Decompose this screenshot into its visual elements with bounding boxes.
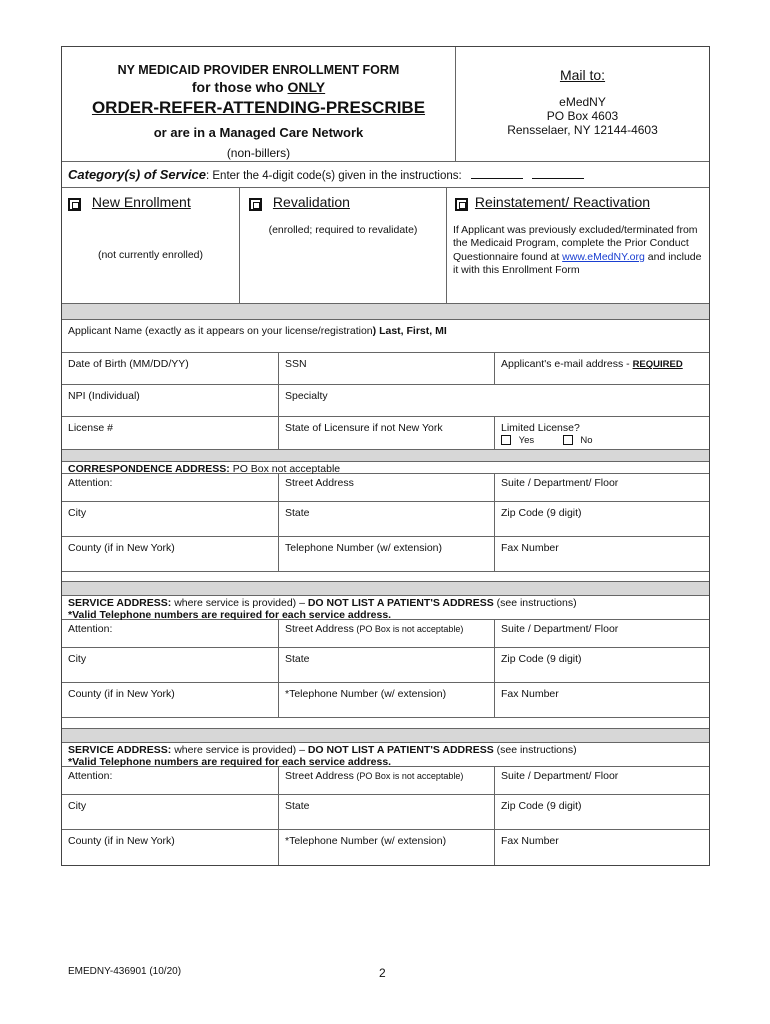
service-address-2-attention-row: [62, 743, 709, 795]
correspondence-city-field[interactable]: City: [68, 507, 87, 519]
category-code-field-1[interactable]: [471, 168, 523, 179]
service-1-street-field[interactable]: Street Address (PO Box is not acceptable): [278, 620, 494, 647]
service-1-county-row: [62, 683, 709, 718]
service-1-city-row: [62, 648, 709, 683]
revalidation-note: (enrolled; required to revalidate): [268, 223, 418, 236]
license-field[interactable]: License #: [68, 422, 113, 434]
service-2-city-field[interactable]: City: [68, 800, 87, 812]
service-2-state-field[interactable]: State: [278, 795, 494, 829]
service-address-1-attention-row: [62, 596, 709, 648]
form-subtitle: for those who ONLY: [191, 79, 326, 95]
ssn-field[interactable]: SSN: [278, 353, 494, 384]
correspondence-county-field[interactable]: County (if in New York): [68, 542, 175, 554]
email-field[interactable]: Applicant's e-mail address - REQUIRED: [494, 353, 709, 384]
service-1-county-field[interactable]: County (if in New York): [68, 688, 175, 700]
non-billers-line: (non-billers): [226, 146, 291, 160]
service-2-county-field[interactable]: County (if in New York): [68, 835, 175, 847]
mail-box: PO Box 4603: [546, 109, 619, 123]
npi-specialty-row: [62, 385, 709, 417]
managed-care-line: or are in a Managed Care Network: [153, 125, 364, 140]
correspondence-county-row: [62, 537, 709, 572]
service-1-attention-field[interactable]: Attention:: [68, 623, 113, 635]
page-number: 2: [379, 966, 386, 980]
service-2-city-row: [62, 795, 709, 830]
mail-name: eMedNY: [559, 95, 606, 109]
correspondence-street-field[interactable]: Street Address: [278, 474, 494, 501]
category-instructions: : Enter the 4-digit code(s) given in the instructions:: [206, 170, 462, 182]
enrollment-type-row: [62, 188, 709, 304]
correspondence-state-field[interactable]: State: [278, 502, 494, 536]
applicant-name-label: Applicant Name (exactly as it appears on your license/registration: [68, 325, 373, 337]
limited-license-label: Limited License?: [501, 422, 580, 434]
enrollment-form: [61, 46, 710, 866]
service-2-suite-field[interactable]: Suite / Department/ Floor: [494, 767, 709, 794]
applicant-name-row[interactable]: Applicant Name (exactly as it appears on your license/registration) Last, First, MI: [62, 320, 709, 353]
revalidation-label: Revalidation: [272, 194, 350, 210]
section-divider: [62, 304, 709, 320]
service-1-state-field[interactable]: State: [278, 648, 494, 682]
section-divider: [62, 450, 709, 462]
license-row: [62, 417, 709, 450]
dob-field[interactable]: Date of Birth (MM/DD/YY): [68, 358, 189, 370]
mail-to-title: Mail to:: [559, 67, 606, 83]
mail-city: Rensselaer, NY 12144-4603: [507, 123, 658, 137]
correspondence-fax-field[interactable]: Fax Number: [494, 537, 709, 571]
service-address-1-heading: SERVICE ADDRESS: where service is provided) – DO NOT LIST A PATIENT'S ADDRESS (see instructions) *Valid Telephone numbers are required for each service address.: [62, 596, 709, 620]
service-2-zip-field[interactable]: Zip Code (9 digit): [494, 795, 709, 829]
service-1-city-field[interactable]: City: [68, 653, 87, 665]
reinstatement-checkbox[interactable]: [455, 198, 468, 211]
correspondence-attention-field[interactable]: Attention:: [68, 477, 113, 489]
mail-to-block: [455, 47, 709, 161]
form-title: NY MEDICAID PROVIDER ENROLLMENT FORM: [117, 63, 400, 77]
service-1-fax-field[interactable]: Fax Number: [494, 683, 709, 717]
form-type-heading: ORDER-REFER-ATTENDING-PRESCRIBE: [91, 98, 426, 117]
service-1-phone-field[interactable]: *Telephone Number (w/ extension): [278, 683, 494, 717]
form-title-block: [62, 47, 455, 161]
service-2-phone-field[interactable]: *Telephone Number (w/ extension): [278, 830, 494, 865]
correspondence-phone-field[interactable]: Telephone Number (w/ extension): [278, 537, 494, 571]
correspondence-zip-field[interactable]: Zip Code (9 digit): [494, 502, 709, 536]
npi-field[interactable]: NPI (Individual): [68, 390, 140, 402]
service-2-street-field[interactable]: Street Address (PO Box is not acceptable): [278, 767, 494, 794]
revalidation-option: [239, 188, 446, 303]
category-of-service-row: [62, 162, 709, 188]
limited-no-checkbox[interactable]: [563, 435, 573, 445]
limited-license-field: Limited License? Yes No: [494, 417, 709, 449]
reinstatement-label: Reinstatement/ Reactivation: [474, 194, 651, 210]
service-1-suite-field[interactable]: Suite / Department/ Floor: [494, 620, 709, 647]
service-1-zip-field[interactable]: Zip Code (9 digit): [494, 648, 709, 682]
service-2-county-row: [62, 830, 709, 865]
correspondence-heading: CORRESPONDENCE ADDRESS: PO Box not acceptable: [62, 462, 709, 474]
section-spacer: [62, 572, 709, 582]
new-enrollment-checkbox[interactable]: [68, 198, 81, 211]
new-enrollment-note: (not currently enrolled): [97, 248, 204, 261]
emedny-link[interactable]: www.eMedNY.org: [562, 250, 645, 263]
dob-ssn-email-row: [62, 353, 709, 385]
correspondence-attention-row: [62, 462, 709, 502]
reinstatement-option: [446, 188, 709, 303]
form-code: EMEDNY-436901 (10/20): [68, 966, 182, 977]
section-spacer: [62, 718, 709, 729]
category-code-field-2[interactable]: [532, 168, 584, 179]
revalidation-checkbox[interactable]: [249, 198, 262, 211]
correspondence-suite-field[interactable]: Suite / Department/ Floor: [494, 474, 709, 501]
new-enrollment-option: [62, 188, 239, 303]
service-address-2-heading: SERVICE ADDRESS: where service is provided) – DO NOT LIST A PATIENT'S ADDRESS (see instructions) *Valid Telephone numbers are required for each service address.: [62, 743, 709, 767]
specialty-field[interactable]: Specialty: [278, 385, 709, 416]
form-header: [62, 47, 709, 162]
correspondence-city-row: [62, 502, 709, 537]
service-2-attention-field[interactable]: Attention:: [68, 770, 113, 782]
section-divider: [62, 582, 709, 596]
new-enrollment-label: New Enrollment: [91, 194, 191, 210]
section-divider: [62, 729, 709, 743]
service-2-fax-field[interactable]: Fax Number: [494, 830, 709, 865]
category-label: Category(s) of Service: [68, 167, 206, 182]
reinstatement-note: If Applicant was previously excluded/terminated from the Medicaid Program, complete the Prior Conduct Questionnaire found at www.eMedNY.org and include it with this Enrollment Form: [453, 223, 702, 277]
state-licensure-field[interactable]: State of Licensure if not New York: [278, 417, 494, 449]
limited-yes-checkbox[interactable]: [501, 435, 511, 445]
